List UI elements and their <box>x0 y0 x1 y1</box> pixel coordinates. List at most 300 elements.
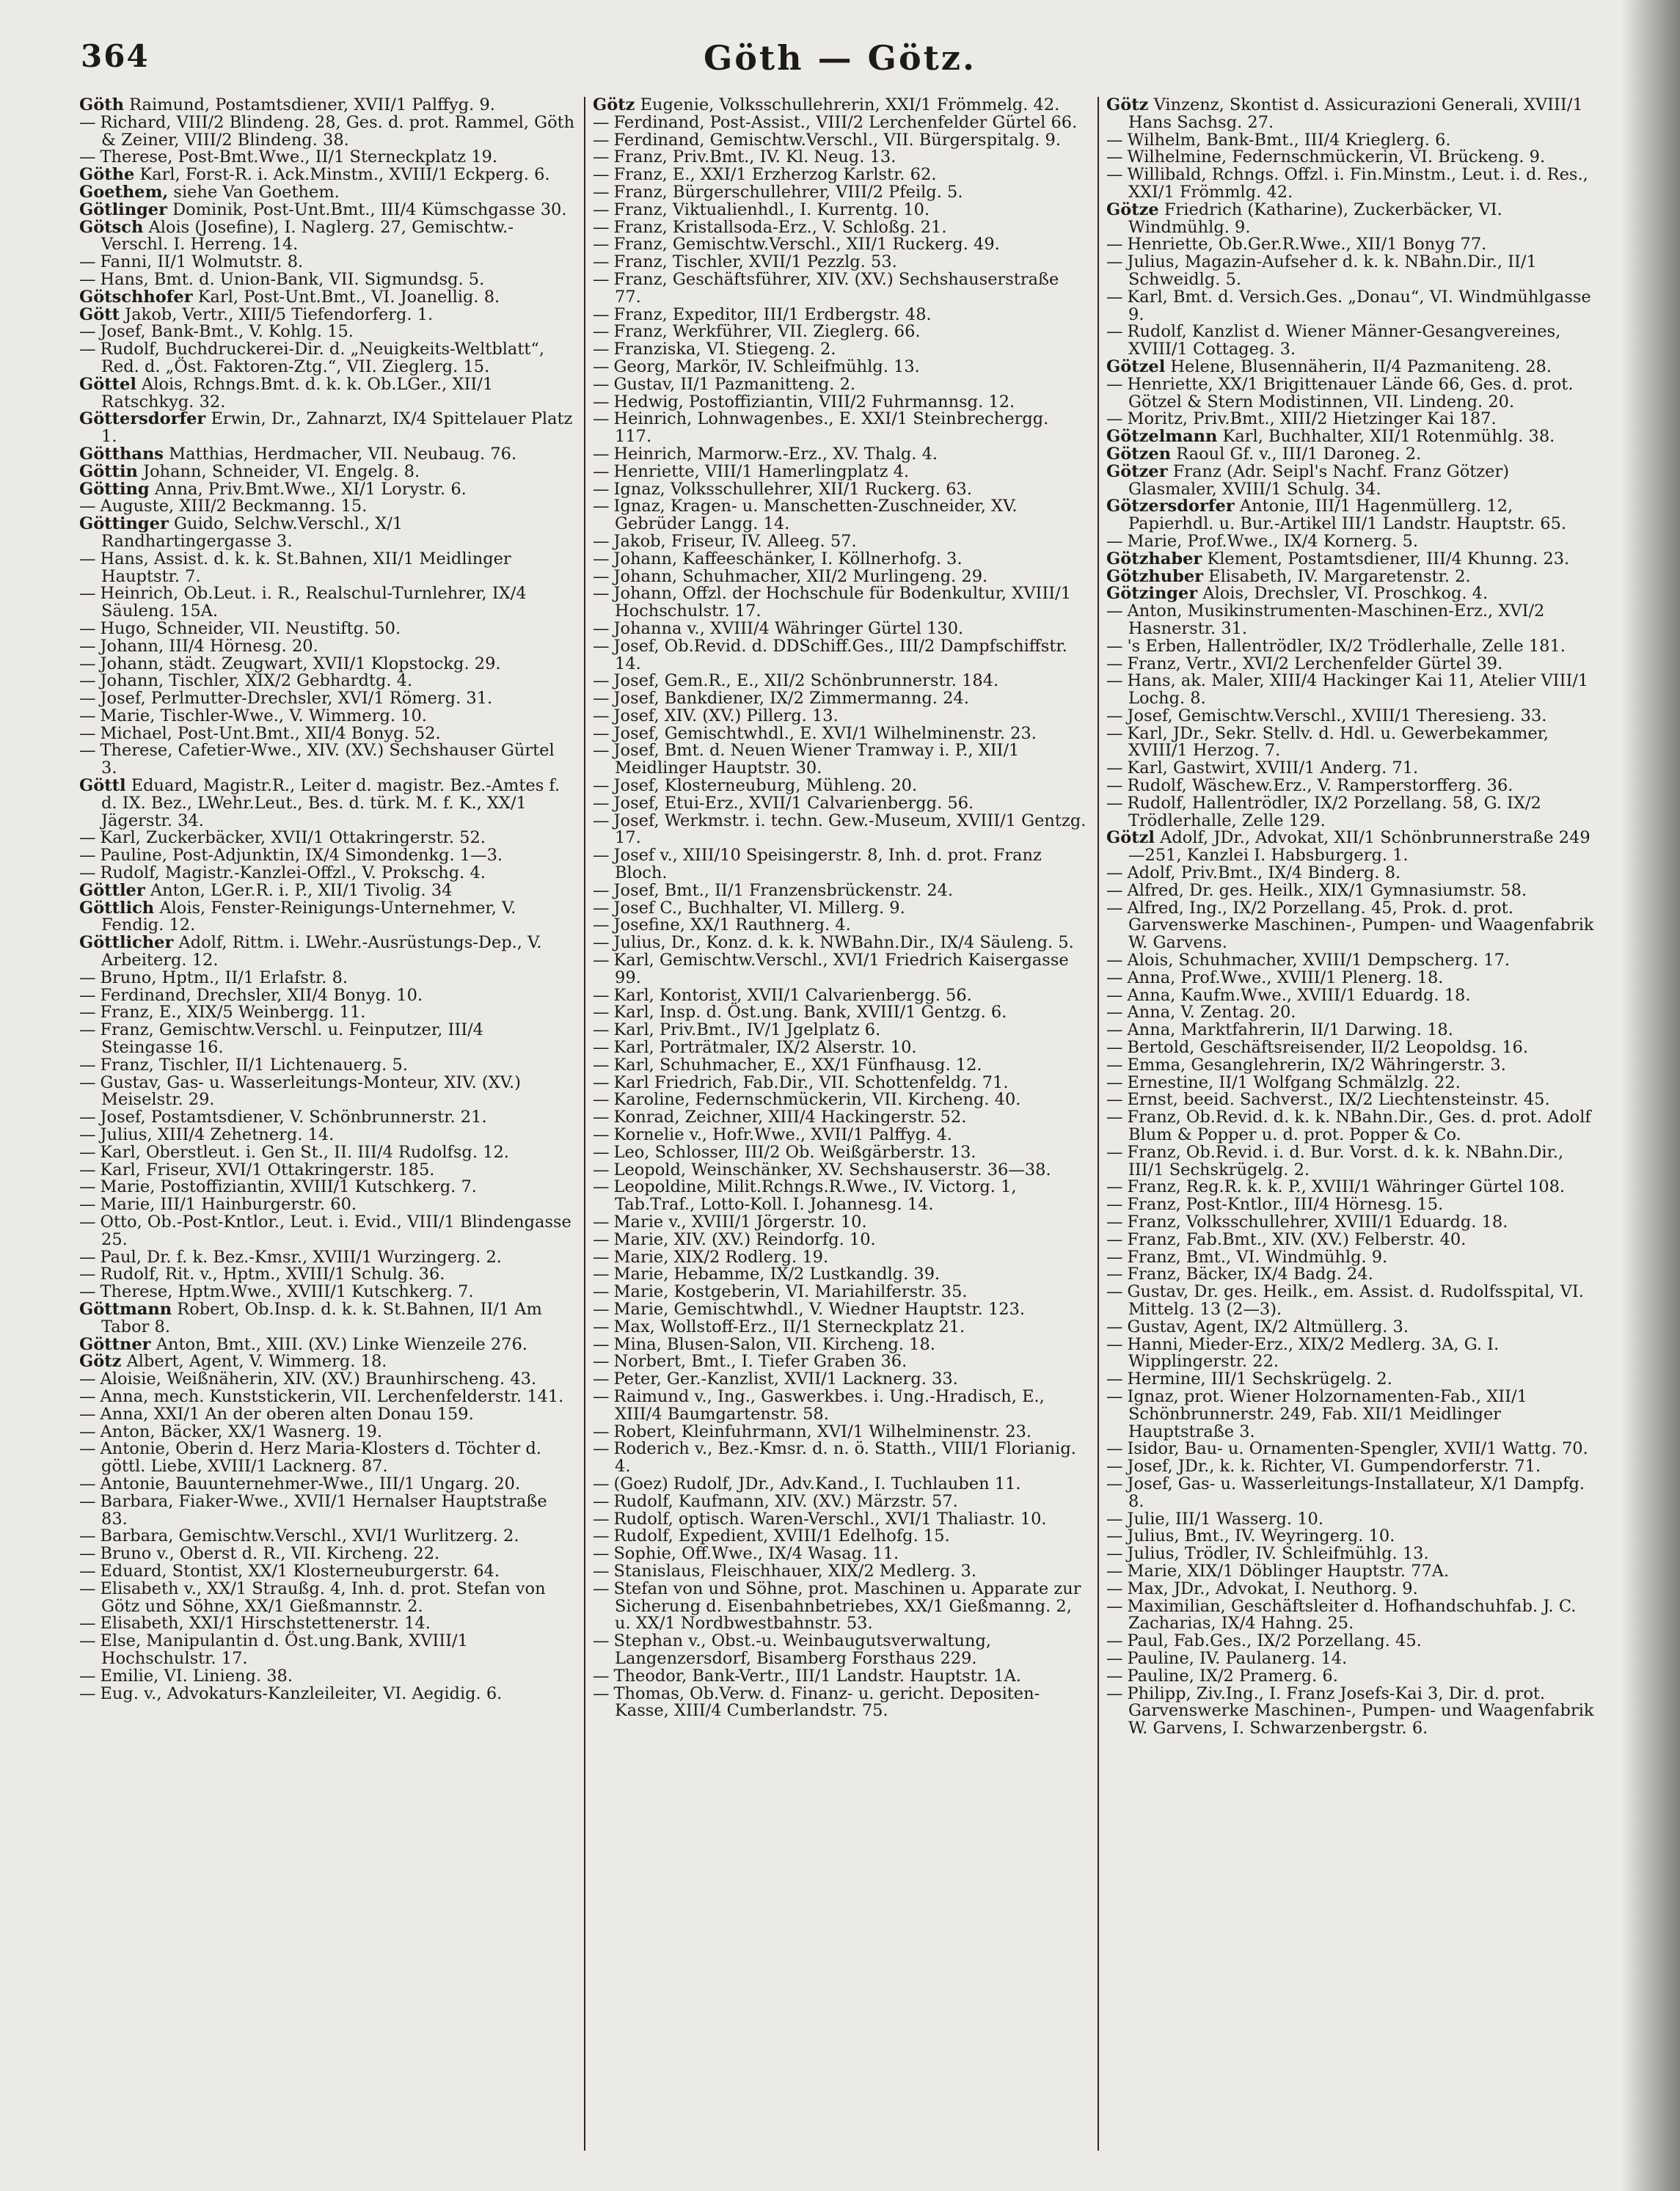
entry-surname: Göttersdorfer <box>79 409 206 429</box>
directory-entry <box>1106 498 1602 533</box>
entry-text: Marie v., XVIII/1 Jörgerstr. 10. <box>613 1212 867 1232</box>
entry-text: Rudolf, Kanzlist d. Wiener Männer-Gesangvereines, XVIII/1 Cottageg. 3. <box>1127 322 1561 359</box>
directory-entry <box>79 1424 575 1441</box>
entry-text: Johann, Schuhmacher, XII/2 Murlingeng. 29. <box>613 566 988 586</box>
entry-text: Anna, XXI/1 An der oberen alten Donau 159. <box>100 1404 474 1424</box>
directory-entry <box>593 1249 1089 1267</box>
directory-entry <box>79 742 575 778</box>
entry-surname: Götz <box>79 1352 122 1372</box>
directory-entry <box>593 952 1089 987</box>
entry-text: Otto, Ob.-Post-Kntlor., Leut. i. Evid., VIII/1 Blindengasse 25. <box>100 1212 571 1249</box>
entry-text: Ferdinand, Post-Assist., VIII/2 Lerchenfelder Gürtel 66. <box>613 112 1078 132</box>
entry-text: Theodor, Bank-Vertr., III/1 Landstr. Hauptstr. 1A. <box>613 1666 1022 1686</box>
directory-entry <box>1106 428 1602 446</box>
repeat-dash: — <box>79 112 96 132</box>
entry-text: Adolf, JDr., Advokat, XII/1 Schönbrunnerstraße 249—251, Kanzlei I. Habsburgerg. 1. <box>1128 828 1590 866</box>
repeat-dash: — <box>79 723 96 743</box>
directory-entry <box>1106 1563 1602 1581</box>
entry-text: Josef, Werkmstr. i. techn. Gew.-Museum, XVIII/1 Gentzg. 17. <box>613 811 1086 848</box>
directory-entry <box>593 1109 1089 1127</box>
directory-entry <box>1106 1458 1602 1476</box>
directory-entry <box>593 533 1089 551</box>
entry-surname: Göttinger <box>79 514 169 534</box>
directory-entry <box>1106 236 1602 254</box>
repeat-dash: — <box>593 444 610 464</box>
entry-text: Jakob, Vertr., XIII/5 Tiefendorferg. 1. <box>125 304 434 324</box>
entry-surname: Götz <box>593 97 635 114</box>
repeat-dash: — <box>593 689 610 709</box>
directory-entry <box>1106 585 1602 603</box>
entry-text: Robert, Ob.Insp. d. k. k. St.Bahnen, II/1 Am Tabor 8. <box>101 1299 542 1336</box>
directory-entry <box>593 1528 1089 1546</box>
entry-text: Franz, Reg.R. k. k. P., XVIII/1 Währinger Gürtel 108. <box>1127 1177 1566 1197</box>
directory-entry <box>593 934 1089 952</box>
entry-text: Josef, Postamtsdiener, V. Schönbrunnerstr. 21. <box>100 1108 487 1127</box>
repeat-dash: — <box>1106 1195 1123 1215</box>
directory-entry <box>1106 1284 1602 1319</box>
repeat-dash: — <box>1106 1317 1123 1336</box>
entry-text: Karl, Bmt. d. Versich.Ges. „Donau“, VI. Windmühlgasse 9. <box>1127 287 1591 324</box>
entry-text: Alois, Schuhmacher, XVIII/1 Dempscherg. 17. <box>1127 951 1511 970</box>
entry-text: Anton, Bmt., XIII. (XV.) Linke Wienzeile 276. <box>156 1334 527 1354</box>
directory-entry <box>593 1091 1089 1109</box>
entry-text: Marie, Postoffiziantin, XVIII/1 Kutschkerg. 7. <box>100 1177 477 1197</box>
repeat-dash: — <box>593 985 610 1005</box>
repeat-dash: — <box>1106 880 1123 900</box>
directory-entry <box>79 673 575 690</box>
entry-text: Gustav, Agent, IX/2 Altmüllerg. 3. <box>1127 1317 1409 1336</box>
directory-entry <box>593 813 1089 848</box>
entry-surname: Götschhofer <box>79 287 193 307</box>
directory-entry <box>79 376 575 412</box>
entry-text: Norbert, Bmt., I. Tiefer Graben 36. <box>613 1352 907 1372</box>
directory-entry <box>1106 1598 1602 1634</box>
repeat-dash: — <box>593 898 610 918</box>
entry-text: Franz, Bmt., VI. Windmühlg. 9. <box>1127 1247 1388 1267</box>
directory-entry <box>593 987 1089 1005</box>
repeat-dash: — <box>593 671 610 691</box>
directory-entry <box>79 1528 575 1546</box>
entry-text: Franz, Priv.Bmt., IV. Kl. Neug. 13. <box>613 147 896 167</box>
entry-text: Eugenie, Volksschullehrerin, XXI/1 Frömmelg. 42. <box>640 97 1060 114</box>
repeat-dash: — <box>593 1072 610 1092</box>
entry-text: Franz, Gemischtw.Verschl., XII/1 Ruckerg. 49. <box>613 235 1000 255</box>
repeat-dash: — <box>593 1003 610 1023</box>
directory-entry <box>1106 1581 1602 1598</box>
entry-text: Marie, Prof.Wwe., IX/4 Kornerg. 5. <box>1127 531 1418 551</box>
directory-entry <box>1106 1249 1602 1267</box>
entry-text: Franz, Fab.Bmt., XIV. (XV.) Felberstr. 40. <box>1127 1229 1467 1249</box>
directory-entry <box>1106 132 1602 150</box>
repeat-dash: — <box>593 497 610 516</box>
repeat-dash: — <box>79 706 96 725</box>
entry-text: Hans, Assist. d. k. k. St.Bahnen, XII/1 Meidlinger Hauptstr. 7. <box>100 549 511 586</box>
entry-surname: Götze <box>1106 200 1159 219</box>
directory-entry <box>593 618 1089 638</box>
entry-text: Karl, Post-Unt.Bmt., VI. Joanellig. 8. <box>197 287 500 307</box>
repeat-dash: — <box>1106 1055 1123 1075</box>
repeat-dash: — <box>79 1439 96 1459</box>
repeat-dash: — <box>593 304 610 324</box>
repeat-dash: — <box>1106 758 1123 778</box>
entry-text: Josef, XIV. (XV.) Pillerg. 13. <box>613 706 839 725</box>
entry-text: Antonie, Bauunternehmer-Wwe., III/1 Ungarg. 20. <box>100 1474 521 1493</box>
directory-entry <box>593 708 1089 725</box>
repeat-dash: — <box>79 1265 96 1284</box>
entry-text: Josef, Perlmutter-Drechsler, XVI/1 Römerg. 31. <box>100 689 493 709</box>
entry-text: Anna, mech. Kunststickerin, VII. Lerchenfelderstr. 141. <box>100 1386 564 1406</box>
directory-entry <box>79 1127 575 1144</box>
repeat-dash: — <box>593 1334 610 1354</box>
entry-text: Dominik, Post-Unt.Bmt., III/4 Kümschgasse 30. <box>172 200 567 219</box>
repeat-dash: — <box>593 618 610 638</box>
directory-entry <box>593 498 1089 533</box>
entry-text: 's Erben, Hallentrödler, IX/2 Trödlerhalle, Zelle 181. <box>1127 636 1566 656</box>
repeat-dash: — <box>79 863 96 883</box>
entry-text: Johann, Schneider, VI. Engelg. 8. <box>143 461 420 481</box>
directory-entry <box>1106 952 1602 970</box>
repeat-dash: — <box>79 322 96 342</box>
repeat-dash: — <box>79 828 96 848</box>
directory-entry <box>593 394 1089 412</box>
repeat-dash: — <box>79 1683 96 1703</box>
repeat-dash: — <box>1106 968 1123 987</box>
directory-entry <box>1106 323 1602 359</box>
entry-text: Elisabeth, IV. Margaretenstr. 2. <box>1208 566 1471 586</box>
entry-text: Karl, JDr., Sekr. Stellv. d. Hdl. u. Gewerbekammer, XVIII/1 Herzog. 7. <box>1127 723 1549 761</box>
directory-entry <box>79 271 575 289</box>
entry-text: Karl, Gemischtw.Verschl., XVI/1 Friedrich Kaisergasse 99. <box>613 951 1069 987</box>
repeat-dash: — <box>79 1282 96 1302</box>
entry-surname: Götlinger <box>79 200 167 219</box>
directory-entry <box>593 917 1089 934</box>
column-divider <box>584 97 585 2151</box>
directory-entry <box>1106 446 1602 464</box>
entry-text: Robert, Kleinfuhrmann, XVI/1 Wilhelminenstr. 23. <box>613 1422 1032 1441</box>
entry-text: Adolf, Rittm. i. LWehr.-Ausrüstungs-Dep., V. Arbeiterg. 12. <box>101 933 542 970</box>
repeat-dash: — <box>593 1544 610 1564</box>
directory-entry <box>79 323 575 341</box>
repeat-dash: — <box>593 1683 610 1703</box>
repeat-dash: — <box>79 618 96 638</box>
repeat-dash: — <box>1106 793 1123 813</box>
entry-text: Henriette, VIII/1 Hamerlingplatz 4. <box>613 461 910 481</box>
repeat-dash: — <box>593 130 610 150</box>
directory-entry <box>1106 1229 1602 1249</box>
entry-text: Elisabeth v., XX/1 Straußg. 4, Inh. d. prot. Stefan von Götz und Söhne, XX/1 Gießmannstr. 2. <box>100 1579 546 1616</box>
entry-text: Stefan von und Söhne, prot. Maschinen u. Apparate zur Sicherung d. Eisenbahnbetriebes, XX/1 Gießmanng. 2, u. XX/1 Nordbwestbahnstr. 53. <box>613 1579 1081 1634</box>
repeat-dash: — <box>1106 1439 1123 1459</box>
repeat-dash: — <box>1106 252 1123 272</box>
entry-text: Henriette, XX/1 Brigittenauer Lände 66, Ges. d. prot. Götzel & Stern Modistinnen, VII. Lindeng. 20. <box>1127 374 1574 412</box>
directory-entry <box>593 551 1089 568</box>
repeat-dash: — <box>79 1020 96 1040</box>
repeat-dash: — <box>1106 1108 1123 1127</box>
repeat-dash: — <box>593 217 610 237</box>
entry-text: Josef, Klosterneuburg, Mühleng. 20. <box>613 776 918 796</box>
repeat-dash: — <box>1106 1526 1123 1546</box>
directory-entry <box>79 690 575 708</box>
directory-entry <box>593 1144 1089 1162</box>
repeat-dash: — <box>1106 654 1123 673</box>
repeat-dash: — <box>79 1055 96 1075</box>
repeat-dash: — <box>1106 776 1123 796</box>
directory-entry <box>593 673 1089 690</box>
repeat-dash: — <box>593 1020 610 1040</box>
directory-entry <box>1106 1528 1602 1546</box>
entry-text: Karl, Forst-R. i. Ack.Minstm., XVIII/1 Eckperg. 6. <box>139 165 550 185</box>
repeat-dash: — <box>593 1282 610 1302</box>
repeat-dash: — <box>593 322 610 342</box>
directory-entry <box>79 725 575 743</box>
directory-entry <box>593 167 1089 184</box>
entry-text: Anna, Kaufm.Wwe., XVIII/1 Eduardg. 18. <box>1127 985 1471 1005</box>
directory-entry <box>79 970 575 987</box>
repeat-dash: — <box>79 549 96 568</box>
entry-text: Karl, Oberstleut. i. Gen St., II. III/4 Rudolfsg. 12. <box>100 1142 509 1162</box>
entry-text: Franz, Geschäftsführer, XIV. (XV.) Sechshauserstraße 77. <box>613 269 1059 307</box>
page-number: 364 <box>81 38 150 74</box>
directory-entry <box>1106 1476 1602 1511</box>
entry-text: Karl, Zuckerbäcker, XVII/1 Ottakringerstr. 52. <box>100 828 486 848</box>
entry-text: Hedwig, Postoffiziantin, VIII/2 Fuhrmannsg. 12. <box>613 392 1015 412</box>
directory-entry <box>1106 760 1602 778</box>
directory-entry <box>79 289 575 307</box>
directory-entry <box>79 656 575 673</box>
directory-entry <box>79 114 575 150</box>
entry-text: Johann, III/4 Hörnesg. 20. <box>100 636 318 656</box>
entry-text: Franziska, VI. Stiegeng. 2. <box>613 340 836 359</box>
entry-text: Franz, Vertr., XVI/2 Lerchenfelder Gürtel 39. <box>1127 654 1503 673</box>
entry-text: Josef, Gemischtwhdl., E. XVI/1 Wilhelminenstr. 23. <box>613 723 1037 743</box>
repeat-dash: — <box>1106 165 1123 185</box>
entry-text: Josef v., XIII/10 Speisingerstr. 8, Inh. d. prot. Franz Bloch. <box>613 846 1042 883</box>
entry-text: Eduard, Stontist, XX/1 Klosterneuburgerstr. 64. <box>100 1561 500 1581</box>
entry-text: Josef, Bmt., II/1 Franzensbrückenstr. 24. <box>613 880 954 900</box>
entry-text: Rudolf, Wäschew.Erz., V. Ramperstorfferg. 36. <box>1127 776 1513 796</box>
entry-text: Philipp, Ziv.Ing., I. Franz Josefs-Kai 3, Dir. d. prot. Garvenswerke Maschinen-, Pumpen- und Waagenfabrik W. Garvens, I. Schwarzenbergstr. 6. <box>1127 1683 1594 1738</box>
entry-text: Franz, Bäcker, IX/4 Badg. 24. <box>1127 1265 1373 1284</box>
repeat-dash: — <box>79 147 96 167</box>
repeat-dash: — <box>1106 374 1123 394</box>
entry-text: Emma, Gesanglehrerin, IX/2 Währingerstr. 3. <box>1127 1055 1506 1075</box>
directory-entry <box>593 1546 1089 1563</box>
repeat-dash: — <box>593 374 610 394</box>
entry-text: Henriette, Ob.Ger.R.Wwe., XII/1 Bonyg 77. <box>1127 235 1487 255</box>
repeat-dash: — <box>1106 1282 1123 1302</box>
repeat-dash: — <box>593 1352 610 1372</box>
entry-text: Josef, Bankdiener, IX/2 Zimmermanng. 24. <box>613 689 969 709</box>
directory-entry <box>593 585 1089 621</box>
directory-entry <box>1106 1441 1602 1458</box>
entry-text: Else, Manipulantin d. Öst.ung.Bank, XVIII/1 Hochschulstr. 17. <box>100 1631 468 1668</box>
directory-entry <box>593 1229 1089 1249</box>
repeat-dash: — <box>1106 1596 1123 1616</box>
entry-text: Raimund, Postamtsdiener, XVII/1 Palffyg. 9. <box>129 97 495 114</box>
entry-text: Rudolf, optisch. Waren-Verschl., XVI/1 Thaliastr. 10. <box>613 1509 1047 1529</box>
repeat-dash: — <box>79 1614 96 1634</box>
directory-entry <box>593 219 1089 237</box>
directory-entry <box>79 1633 575 1668</box>
repeat-dash: — <box>79 1404 96 1424</box>
repeat-dash: — <box>593 1108 610 1127</box>
directory-entry <box>1106 533 1602 551</box>
repeat-dash: — <box>1106 1457 1123 1477</box>
entry-text: Johann, Kaffeeschänker, I. Köllnerhofg. 3. <box>613 549 963 568</box>
repeat-dash: — <box>79 968 96 987</box>
directory-entry <box>1106 167 1602 202</box>
directory-entry <box>79 1546 575 1563</box>
repeat-dash: — <box>1106 531 1123 551</box>
directory-entry <box>593 1683 1089 1721</box>
directory-entry <box>593 1353 1089 1371</box>
entry-text: Aloisie, Weißnäherin, XIV. (XV.) Braunhirscheng. 43. <box>100 1369 537 1389</box>
entry-text: Jakob, Friseur, IV. Alleeg. 57. <box>613 531 857 551</box>
repeat-dash: — <box>1106 985 1123 1005</box>
repeat-dash: — <box>79 584 96 604</box>
repeat-dash: — <box>1106 1229 1123 1249</box>
repeat-dash: — <box>79 252 96 272</box>
directory-entry <box>593 1424 1089 1441</box>
repeat-dash: — <box>79 671 96 691</box>
directory-entry <box>593 114 1089 132</box>
entry-text: Helene, Blusennäherin, II/4 Pazmaniteng. 28. <box>1170 356 1552 376</box>
directory-entry <box>1106 1004 1602 1022</box>
repeat-dash: — <box>1106 601 1123 621</box>
entry-text: Marie, XIX/2 Rodlerg. 19. <box>613 1247 829 1267</box>
entry-text: Karl Friedrich, Fab.Dir., VII. Schottenfeldg. 71. <box>613 1072 1009 1092</box>
directory-entry <box>79 551 575 586</box>
directory-entry <box>1106 289 1602 324</box>
entry-text: Franz, Bürgerschullehrer, VIII/2 Pfeilg. 5. <box>613 182 963 202</box>
directory-entry <box>1106 638 1602 656</box>
repeat-dash: — <box>593 1212 610 1232</box>
entry-text: Vinzenz, Skontist d. Assicurazioni Generali, XVIII/1 Hans Sachsg. 27. <box>1128 97 1583 132</box>
entry-text: Hans, Bmt. d. Union-Bank, VII. Sigmundsg. 5. <box>100 269 485 289</box>
directory-entry <box>593 1511 1089 1529</box>
directory-entry <box>593 1581 1089 1633</box>
directory-entry <box>79 1336 575 1354</box>
entry-surname: Götzersdorfer <box>1106 497 1235 516</box>
entry-text: Adolf, Priv.Bmt., IX/4 Binderg. 8. <box>1127 863 1401 883</box>
repeat-dash: — <box>1106 1247 1123 1267</box>
repeat-dash: — <box>593 1422 610 1441</box>
directory-entry <box>1106 1144 1602 1179</box>
directory-entry <box>593 1563 1089 1581</box>
entry-text: Heinrich, Lohnwagenbes., E. XXI/1 Steinbrechergg. 117. <box>613 409 1049 447</box>
directory-entry <box>79 1266 575 1284</box>
repeat-dash: — <box>79 497 96 516</box>
entry-text: Friedrich (Katharine), Zuckerbäcker, VI. Windmühlg. 9. <box>1128 200 1502 237</box>
repeat-dash: — <box>593 584 610 604</box>
entry-text: Paul, Fab.Ges., IX/2 Porzellang. 45. <box>1127 1631 1422 1651</box>
entry-text: Anna, Prof.Wwe., XVIII/1 Plenerg. 18. <box>1127 968 1444 987</box>
repeat-dash: — <box>1106 1038 1123 1058</box>
entry-surname: Götzelmann <box>1106 427 1218 447</box>
directory-entry <box>79 97 575 114</box>
repeat-dash: — <box>593 1142 610 1162</box>
directory-entry <box>1106 1196 1602 1214</box>
directory-entry <box>79 184 575 202</box>
repeat-dash: — <box>79 1526 96 1546</box>
directory-entry <box>1106 987 1602 1005</box>
repeat-dash: — <box>593 933 610 953</box>
directory-entry <box>593 1319 1089 1336</box>
repeat-dash: — <box>1106 235 1123 255</box>
repeat-dash: — <box>593 182 610 202</box>
directory-entry <box>593 304 1089 324</box>
directory-entry <box>593 847 1089 882</box>
entry-text: Wilhelmine, Federnschmückerin, VI. Brückeng. 9. <box>1127 147 1546 167</box>
entry-text: Julius, Trödler, IV. Schleifmühlg. 13. <box>1127 1544 1429 1564</box>
directory-entry <box>1106 1633 1602 1650</box>
directory-entry <box>1106 411 1602 428</box>
directory-entry <box>79 1493 575 1529</box>
entry-text: siehe Van Goethem. <box>173 182 340 202</box>
entry-text: Alois (Josefine), I. Naglerg. 27, Gemischtw.-Verschl. I. Herreng. 14. <box>101 217 514 255</box>
entry-text: Stephan v., Obst.-u. Weinbaugutsverwaltung, Langenzersdorf, Bisamberg Forsthaus 229. <box>613 1631 992 1668</box>
entry-text: Elisabeth, XXI/1 Hirschstettenerstr. 14. <box>100 1614 431 1634</box>
directory-entry <box>593 236 1089 254</box>
entry-text: Josef, Gem.R., E., XII/2 Schönbrunnerstr. 184. <box>613 671 999 691</box>
repeat-dash: — <box>593 392 610 412</box>
directory-entry <box>79 1668 575 1686</box>
directory-entry <box>593 1284 1089 1301</box>
entry-text: Michael, Post-Unt.Bmt., XII/4 Bonyg. 52. <box>100 723 441 743</box>
directory-entry <box>593 411 1089 446</box>
directory-entry <box>593 1493 1089 1511</box>
directory-entry <box>79 1371 575 1389</box>
entry-surname: Götthans <box>79 444 164 464</box>
repeat-dash: — <box>1106 287 1123 307</box>
repeat-dash: — <box>79 1386 96 1406</box>
directory-entry <box>593 481 1089 499</box>
directory-entry <box>593 690 1089 708</box>
repeat-dash: — <box>593 1491 610 1511</box>
entry-text: Julie, III/1 Wasserg. 10. <box>1127 1509 1323 1529</box>
directory-entry <box>593 376 1089 394</box>
column-divider <box>1098 97 1099 2151</box>
directory-entry <box>79 934 575 970</box>
directory-entry <box>1106 673 1602 708</box>
entry-text: Therese, Cafetier-Wwe., XIV. (XV.) Sechshauser Gürtel 3. <box>100 741 555 778</box>
entry-text: Alois, Drechsler, VI. Proschkog. 4. <box>1202 584 1489 604</box>
entry-text: Raimund v., Ing., Gaswerkbes. i. Ung.-Hradisch, E., XIII/4 Baumgartenstr. 58. <box>613 1386 1045 1424</box>
entry-text: Anton, Musikinstrumenten-Maschinen-Erz., XVI/2 Hasnerstr. 31. <box>1127 601 1545 638</box>
repeat-dash: — <box>593 1160 610 1179</box>
entry-text: Thomas, Ob.Verw. d. Finanz- u. gericht. Depositen-Kasse, XIII/4 Cumberlandstr. 75. <box>613 1683 1040 1721</box>
repeat-dash: — <box>1106 1631 1123 1651</box>
directory-entry <box>1106 1179 1602 1196</box>
entry-text: Wilhelm, Bank-Bmt., III/4 Krieglerg. 6. <box>1127 130 1451 150</box>
entry-surname: Göttin <box>79 461 138 481</box>
repeat-dash: — <box>593 1090 610 1110</box>
directory-entry <box>79 900 575 935</box>
directory-entry <box>1106 1072 1602 1092</box>
entry-text: Ernestine, II/1 Wolfgang Schmälzlg. 22. <box>1127 1072 1461 1092</box>
entry-text: Marie, XIV. (XV.) Reindorfg. 10. <box>613 1229 876 1249</box>
repeat-dash: — <box>79 1142 96 1162</box>
repeat-dash: — <box>79 689 96 709</box>
repeat-dash: — <box>1106 322 1123 342</box>
repeat-dash: — <box>593 1526 610 1546</box>
entry-text: Karl, Priv.Bmt., IV/1 Jgelplatz 6. <box>613 1020 881 1040</box>
repeat-dash: — <box>79 340 96 359</box>
directory-entry <box>79 446 575 464</box>
entry-surname: Götzer <box>1106 461 1168 481</box>
repeat-dash: — <box>593 1509 610 1529</box>
directory-entry <box>1106 149 1602 167</box>
